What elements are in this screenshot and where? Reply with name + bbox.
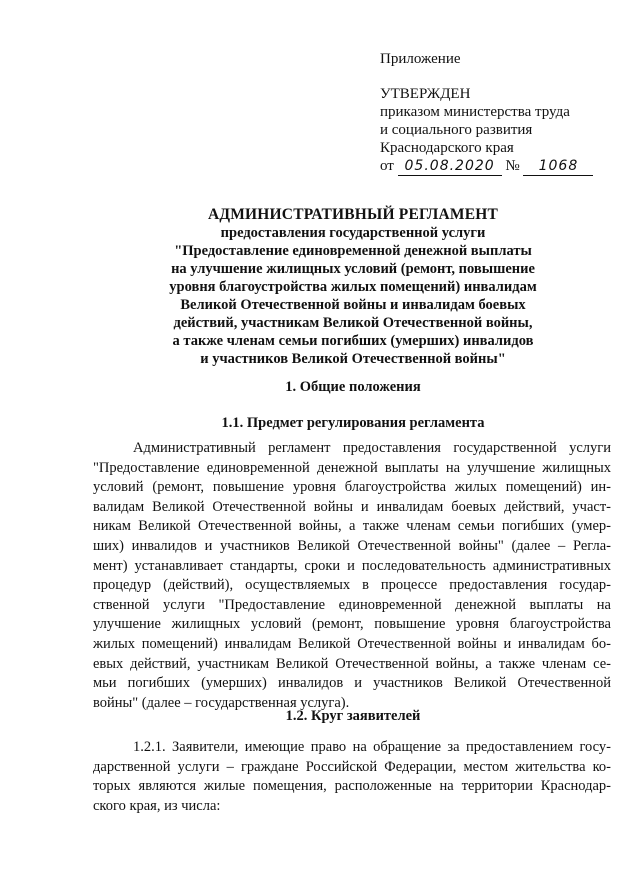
date-prefix: от [380, 158, 394, 174]
title-line: "Предоставление единовременной денежной выплаты [174, 243, 532, 259]
text-line: дарственной услуги – граждане Российской Федерации, местом жительства ко- [93, 758, 611, 775]
text-line: жилых помещений) инвалидам Великой Отечественной войны и инвалидам бо- [93, 635, 611, 652]
text-line: мент) устанавливает стандарты, сроки и последовательность административных [93, 557, 611, 574]
text-line: улучшение жилищных условий (ремонт, повышение уровня благоустройства [93, 616, 611, 633]
number-sign: № [505, 158, 520, 174]
approval-line-1: приказом министерства труда [380, 104, 570, 120]
appendix-label: Приложение [380, 51, 461, 67]
subsection-heading-subject: 1.1. Предмет регулирования регламента [221, 415, 485, 431]
text-line: ственной услуги "Предоставление единовременной денежной выплаты на [93, 596, 611, 613]
title-line: на улучшение жилищных условий (ремонт, повышение [171, 261, 535, 277]
title-line: Великой Отечественной войны и инвалидам боевых [180, 297, 526, 313]
title-line: предоставления государственной услуги [220, 225, 486, 241]
regulation-main-title: АДМИНИСТРАТИВНЫЙ РЕГЛАМЕНТ [207, 206, 499, 223]
approval-date-line [380, 157, 620, 176]
approval-line-2: и социального развития [380, 122, 533, 138]
text-line: Административный регламент предоставления государственной услуги [133, 440, 611, 456]
text-line: ского края, из числа: [93, 797, 221, 814]
title-line: уровня благоустройства жилых помещений) инвалидам [169, 279, 537, 295]
text-line: валидам Великой Отечественной войны и инвалидам боевых действий, участ- [93, 498, 611, 515]
approved-label: УТВЕРЖДЕН [380, 86, 471, 102]
handwritten-date: 05.08.2020 [398, 157, 502, 176]
approval-stamp-block [380, 50, 620, 176]
text-line: войны" (далее – государственная услуга). [93, 694, 350, 711]
approval-line-3: Краснодарского края [380, 140, 514, 156]
handwritten-number: 1068 [523, 157, 593, 176]
section-heading-general: 1. Общие положения [285, 379, 421, 395]
paragraph-applicants [93, 738, 611, 816]
regulation-title [60, 206, 640, 368]
subsection-heading-applicants: 1.2. Круг заявителей [285, 708, 421, 724]
text-line: мьи погибших (умерших) инвалидов и участников Великой Отечественной [93, 675, 611, 692]
text-line: "Предоставление единовременной денежной выплаты на улучшение жилищных [93, 459, 611, 476]
paragraph-subject [93, 439, 611, 713]
title-line: и участников Великой Отечественной войны" [200, 351, 506, 367]
text-line: ших) инвалидов и участников Великой Отечественной войны" (далее – Регла- [93, 537, 611, 554]
title-line: действий, участникам Великой Отечественной войны, [173, 315, 533, 331]
text-line: евых действий, участникам Великой Отечественной войны, а также членам се- [93, 655, 611, 672]
text-line: никам Великой Отечественной войны, а также членам семьи погибших (умер- [93, 518, 611, 535]
title-line: а также членам семьи погибших (умерших) инвалидов [172, 333, 534, 349]
text-line: условий (ремонт, повышение уровня благоустройства жилых помещений) ин- [93, 479, 611, 496]
text-line: 1.2.1. Заявители, имеющие право на обращение за предоставлением госу- [133, 739, 611, 755]
text-line: процедур (действий), осуществляемых в процессе предоставления государ- [93, 577, 611, 594]
text-line: торых являются жилые помещения, расположенные на территории Краснодар- [93, 778, 611, 795]
